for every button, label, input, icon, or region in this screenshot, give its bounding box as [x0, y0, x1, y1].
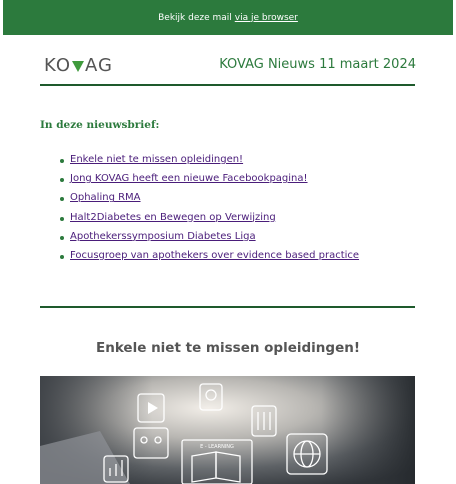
newsletter-header — [40, 52, 416, 86]
view-in-browser-bar — [3, 0, 453, 35]
toc-item — [60, 154, 359, 173]
hero-label: E - LEARNING — [200, 444, 234, 450]
toc-link-facebook[interactable]: Jong KOVAG heeft een nieuwe Facebookpagina! — [70, 173, 308, 185]
toc-item — [60, 173, 359, 192]
logo-text-left: KO — [44, 55, 71, 76]
issue-title: KOVAG Nieuws 11 maart 2024 — [219, 57, 416, 72]
toc-link-halt2diabetes[interactable]: Halt2Diabetes en Bewegen op Verwijzing — [70, 211, 276, 223]
toc-link-symposium[interactable]: Apothekerssymposium Diabetes Liga — [70, 230, 256, 242]
header-divider — [40, 84, 415, 86]
toc-heading: In deze nieuwsbrief: — [40, 119, 160, 131]
section-divider — [40, 306, 415, 308]
section-title: Enkele niet te missen opleidingen! — [95, 340, 360, 356]
toc-item — [60, 231, 359, 250]
logo-v-mark-icon — [71, 58, 85, 74]
toc-link-focusgroep[interactable]: Focusgroep van apothekers over evidence based practice — [70, 249, 360, 261]
kovag-logo[interactable] — [44, 55, 113, 76]
toc-link-rma[interactable]: Ophaling RMA — [70, 192, 141, 204]
view-in-browser-text: Bekijk deze mail — [158, 12, 232, 23]
logo-text-right: AG — [85, 55, 113, 76]
toc-item — [60, 212, 359, 231]
e-learning-hero-image — [40, 376, 415, 484]
toc-item — [60, 250, 359, 269]
toc-link-opleidingen[interactable]: Enkele niet te missen opleidingen! — [70, 154, 244, 165]
toc-item — [60, 192, 359, 211]
view-in-browser-link[interactable]: via je browser — [234, 12, 298, 23]
toc-list — [60, 154, 359, 269]
